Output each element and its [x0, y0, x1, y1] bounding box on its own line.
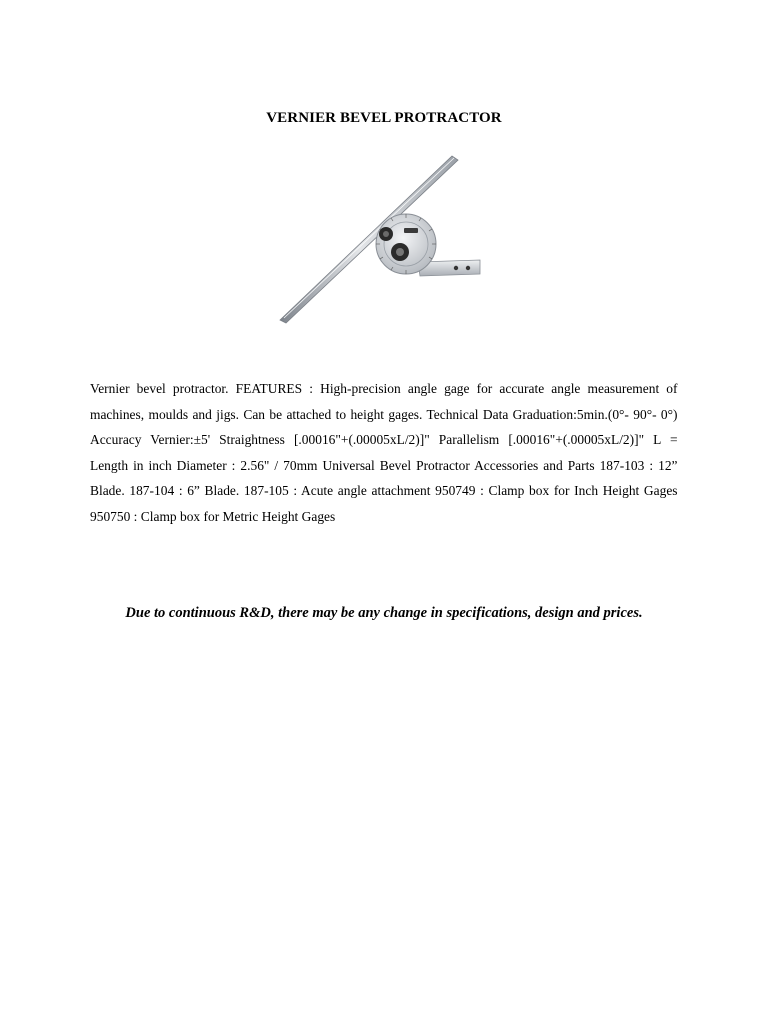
page-title: VERNIER BEVEL PROTRACTOR: [266, 110, 502, 126]
protractor-image: [278, 152, 484, 324]
disclaimer-notice: Due to continuous R&D, there may be any change in specifications, design and prices.: [125, 605, 643, 621]
description-paragraph: Vernier bevel protractor. FEATURES : High-precision angle gage for accurate angle measurement of machines, moulds and jigs. Can be attached to height gages. Technical Data Graduation:5min.(0°- 90°- 0°) Accuracy Vernier:±5' Straightness [.00016"+(.00005xL/2)]" Parallelism [.00016"+(.00005xL/2)]" L = Length in inch Diameter : 2.56" / 70mm Universal Bevel Protractor Accessories and Parts 187-103 : 12” Blade. 187-104 : 6” Blade. 187-105 : Acute angle attachment 950749 : Clamp box for Inch Height Gages 950750 : Clamp box for Metric Height Gages: [90, 382, 678, 525]
